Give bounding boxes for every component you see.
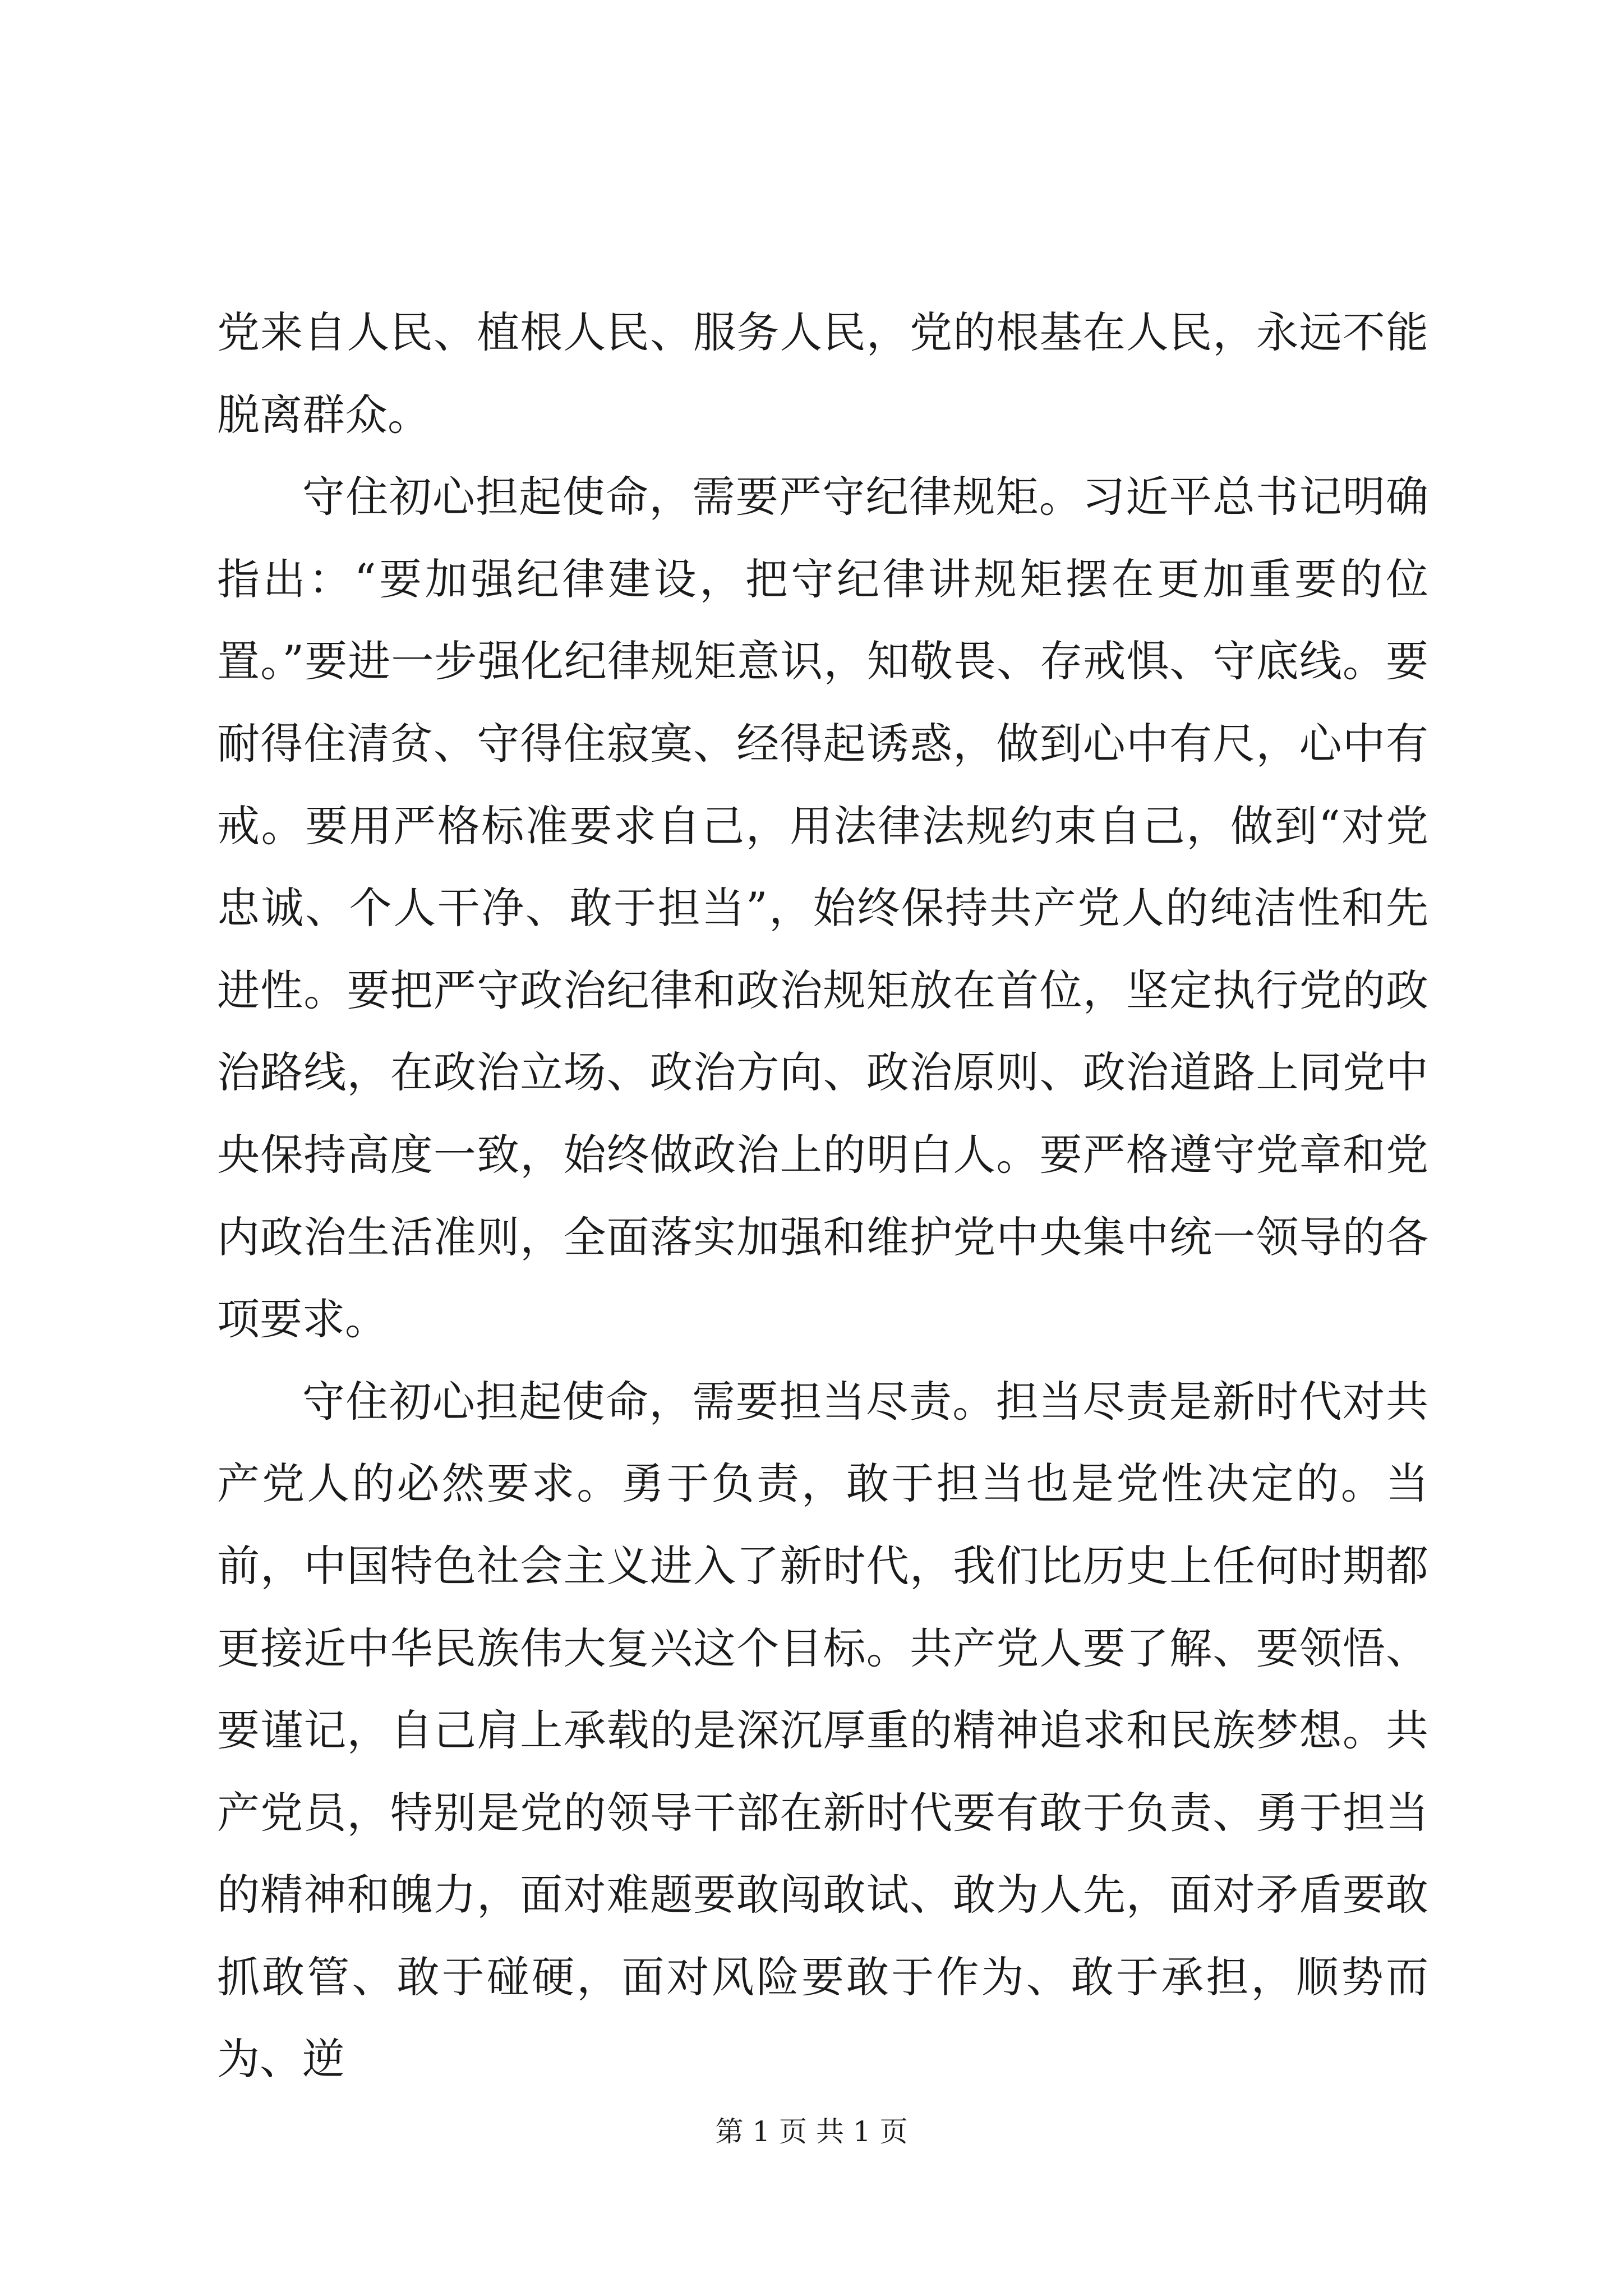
document-body [217,292,1428,2101]
page-footer: 第 1 页 共 1 页 [715,2115,908,2148]
paragraph-3: 守住初心担起使命，需要担当尽责。担当尽责是新时代对共产党人的必然要求。勇于负责，敢于担当也是党性决定的。当前，中国特色社会主义进入了新时代，我们比历史上任何时期都更接近中华民族伟大复兴这个目标。共产党人要了解、要领悟、要谨记，自己肩上承载的是深沉厚重的精神追求和民族梦想。共产党员，特别是党的领导干部在新时代要有敢于负责、勇于担当的精神和魄力，面对难题要敢闯敢试、敢为人先，面对矛盾要敢抓敢管、敢于碰硬，面对风险要敢于作为、敢于承担，顺势而为、逆 [217,1376,1428,2085]
paragraph-1: 党来自人民、植根人民、服务人民，党的根基在人民，永远不能脱离群众。 [217,307,1428,440]
paragraph-2: 守住初心担起使命，需要严守纪律规矩。习近平总书记明确指出：“要加强纪律建设，把守纪律讲规矩摆在更加重要的位置。”要进一步强化纪律规矩意识，知敬畏、存戒惧、守底线。要耐得住清贫、守得住寂寞、经得起诱惑，做到心中有尺，心中有戒。要用严格标准要求自己，用法律法规约束自己，做到“对党忠诚、个人干净、敢于担当”，始终保持共产党人的纯洁性和先进性。要把严守政治纪律和政治规矩放在首位，坚定执行党的政治路线，在政治立场、政治方向、政治原则、政治道路上同党中央保持高度一致，始终做政治上的明白人。要严格遵守党章和党内政治生活准则，全面落实加强和维护党中央集中统一领导的各项要求。 [217,472,1428,1345]
